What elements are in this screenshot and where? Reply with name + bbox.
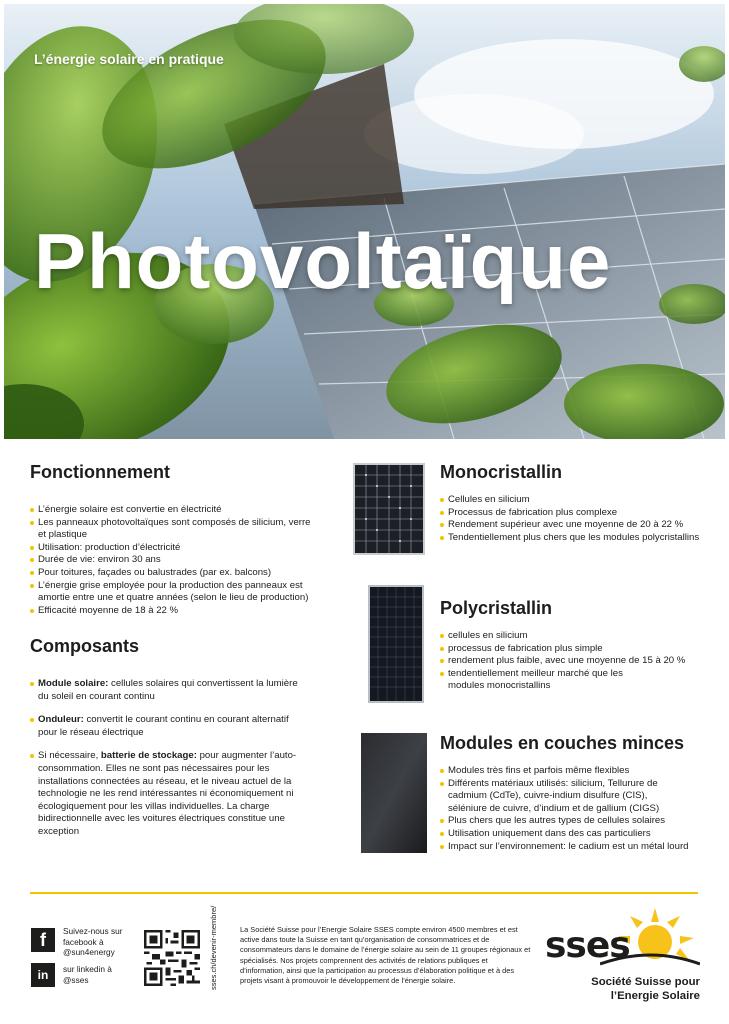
section-title-fonctionnement: Fonctionnement — [30, 462, 170, 482]
sses-logo-text: sses — [545, 925, 630, 966]
section-title-monocristallin: Monocristallin — [440, 462, 563, 482]
divider-line — [30, 892, 698, 894]
list-item: Pour toitures, façades ou balustrades (par ex. balcons) — [30, 567, 320, 580]
monocristallin-list — [440, 494, 712, 544]
list-item: rendement plus faible, avec une moyenne de 15 à 20 % — [440, 655, 712, 668]
qr-code[interactable] — [144, 930, 200, 986]
onduleur-text: convertit le courant continu en courant alternatif pour le réseau électrique — [38, 714, 289, 738]
polycristallin-list — [440, 630, 712, 693]
module-text: cellules solaires qui convertissent la lumière du soleil en courant continu — [38, 678, 298, 702]
composants-list — [30, 678, 310, 850]
section-title-polycristallin: Polycristallin — [440, 598, 553, 618]
list-item: L’énergie grise employée pour la production des panneaux est amortie entre une et quatre années (selon le lieu de production) — [30, 580, 320, 605]
list-item-module — [30, 678, 310, 703]
mono-panel-image — [353, 463, 425, 555]
module-label: Module solaire: — [38, 678, 109, 689]
list-item: cellules en silicium — [440, 630, 712, 643]
list-item: Utilisation: production d’électricité — [30, 542, 320, 555]
list-item: Rendement supérieur avec une moyenne de 20 à 22 % — [440, 519, 712, 532]
batterie-text: pour augmenter l’auto-consommation. Elles ne sont pas nécessaires pour les installations connectées au réseau, et le niveau actuel de la technologie ne les rend intéressantes ni économiquement ni écologiquement pour les villas individuelles. La charge bidirectionnelle avec les voitures électriques constitue une exception — [38, 750, 297, 837]
list-item: Plus chers que les autres types de cellules solaires — [440, 815, 712, 828]
couches-minces-list — [440, 765, 712, 853]
thin-film-panel-image — [361, 733, 427, 853]
facebook-icon[interactable]: f — [31, 928, 55, 952]
list-item: Cellules en silicium — [440, 494, 712, 507]
organisation-name — [560, 975, 700, 1003]
list-item: Impact sur l’environnement: le cadium est un métal lourd — [440, 841, 712, 854]
org-name-line1: Société Suisse pour — [591, 976, 700, 988]
list-item: Différents matériaux utilisés: silicium, Tellurure de cadmium (CdTe), cuivre-indium disulfure (CIS), séléniure de cuivre, d’indium et de gallium (CIGS) — [440, 778, 680, 816]
batterie-prefix: Si nécessaire, — [38, 750, 101, 762]
facebook-text: Suivez-nous sur facebook à @sun4energy — [63, 926, 123, 957]
fonctionnement-list — [30, 504, 320, 617]
section-title-composants: Composants — [30, 636, 140, 656]
list-item-batterie — [30, 750, 310, 838]
linkedin-text: sur linkedin à @sses — [63, 964, 112, 985]
batterie-label: batterie de stockage: — [100, 750, 197, 762]
page-title: Photovoltaïque — [34, 217, 612, 305]
poly-panel-image — [368, 585, 424, 703]
list-item-onduleur — [30, 714, 310, 739]
list-item: processus de fabrication plus simple — [440, 643, 712, 656]
list-item: L’énergie solaire est convertie en électricité — [30, 504, 320, 517]
list-item: tendentiellement meilleur marché que les modules monocristallins — [440, 668, 630, 693]
section-title-couches-minces: Modules en couches minces — [440, 733, 685, 753]
about-text: La Société Suisse pour l’Energie Solaire SSES compte environ 4500 membres et est active dans toute la Suisse en tant qu’organisation de consommatrices et de consommateurs dans le domaine de l’énergie solaire au sein de 11 groupes régionaux et spécialisés. Nos projets comprennent des activités de relations publiques et d’information, ainsi que la participation au processus d’élaboration politique et à des projets visant à promouvoir le développement de l’énergie solaire. — [240, 925, 531, 986]
membership-url[interactable]: sses.ch/devenir-membre/ — [209, 905, 218, 990]
list-item: Les panneaux photovoltaïques sont composés de silicium, verre et plastique — [30, 517, 320, 542]
list-item: Modules très fins et parfois même flexibles — [440, 765, 712, 778]
linkedin-icon[interactable]: in — [31, 963, 55, 987]
onduleur-label: Onduleur: — [38, 714, 84, 726]
list-item: Durée de vie: environ 30 ans — [30, 554, 320, 567]
list-item: Efficacité moyenne de 18 à 22 % — [30, 605, 320, 618]
list-item: Utilisation uniquement dans des cas particuliers — [440, 828, 712, 841]
hero-kicker: L’énergie solaire en pratique — [34, 51, 224, 67]
org-name-line2: l’Energie Solaire — [610, 990, 700, 1002]
hero-image — [4, 4, 725, 439]
list-item: Tendentiellement plus chers que les modules polycristallins — [440, 532, 712, 545]
list-item: Processus de fabrication plus complexe — [440, 507, 712, 520]
